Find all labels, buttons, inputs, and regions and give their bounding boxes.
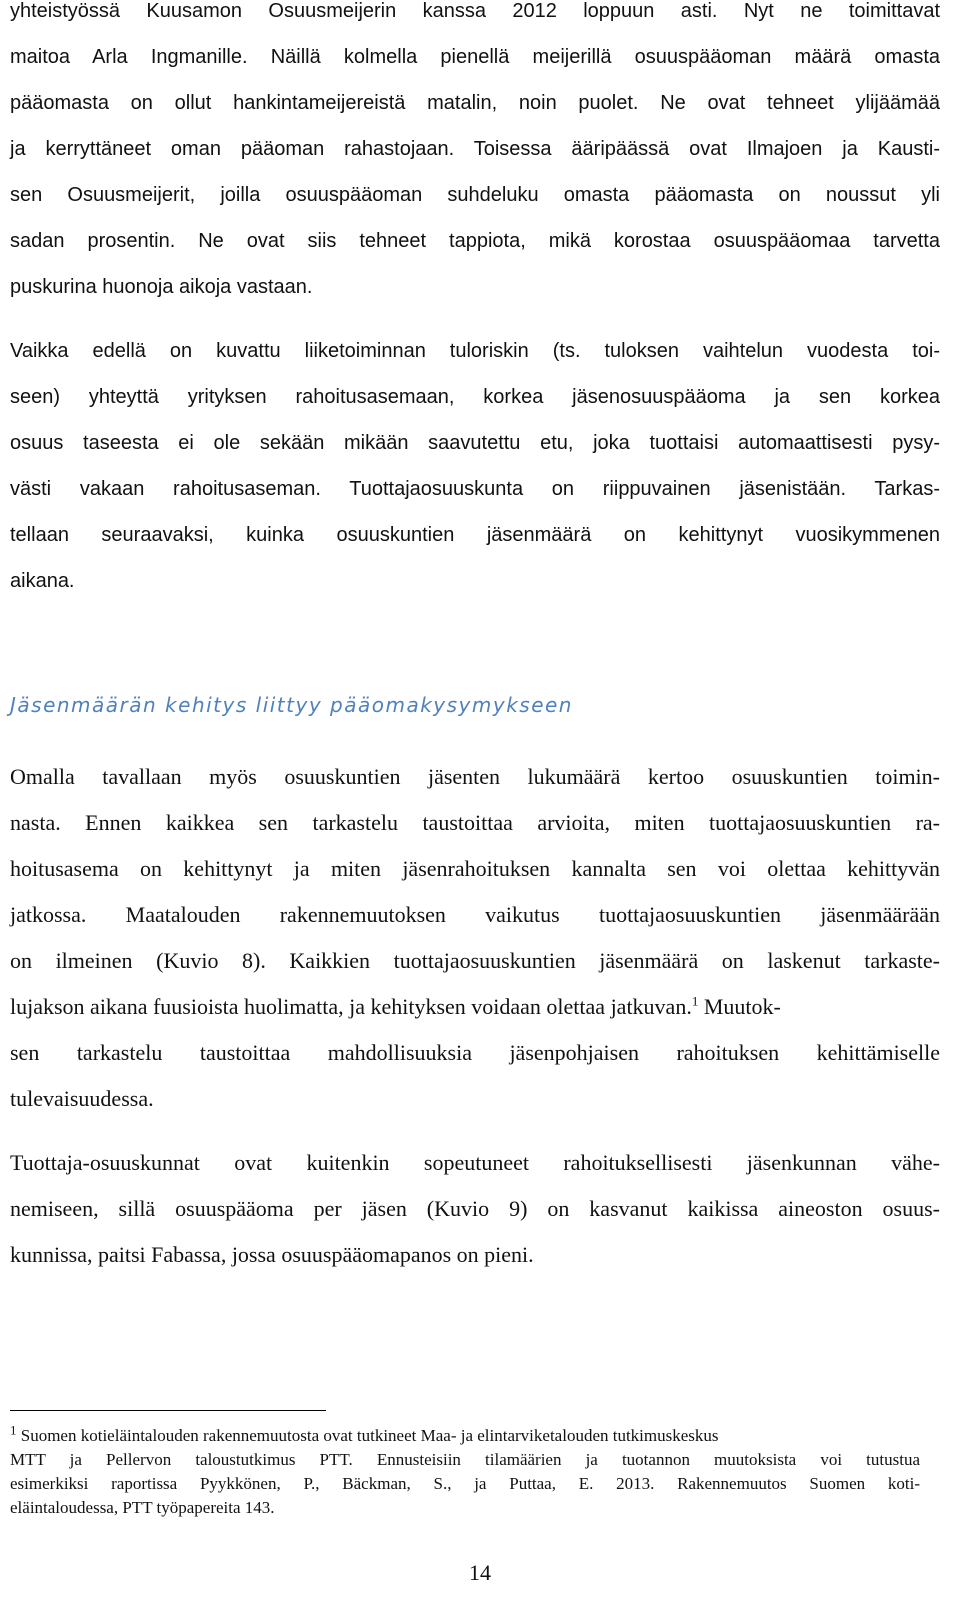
footnote-divider	[10, 1410, 326, 1411]
para1-line-3: pääomasta on ollut hankintameijereistä matalin, noin puolet. Ne ovat tehneet ylijäämää	[10, 92, 940, 114]
para4-line-2: nemiseen, sillä osuuspääoma per jäsen (Kuvio 9) on kasvanut kaikissa aineoston osuus-	[10, 1196, 940, 1221]
para2-line-3: osuus taseesta ei ole sekään mikään saavutettu etu, joka tuottaisi automaattisesti pysy-	[10, 432, 940, 454]
para4-line-1: Tuottaja-osuuskunnat ovat kuitenkin sopeutuneet rahoituksellisesti jäsenkunnan vähe-	[10, 1150, 940, 1175]
para1-line-5: sen Osuusmeijerit, joilla osuuspääoman suhdeluku omasta pääomasta on noussut yli	[10, 184, 940, 206]
para1-line-6: sadan prosentin. Ne ovat siis tehneet tappiota, mikä korostaa osuuspääomaa tarvetta	[10, 230, 940, 252]
para2-line-6: aikana.	[10, 570, 75, 592]
para3-line-8: tulevaisuudessa.	[10, 1086, 154, 1111]
para1-line-2: maitoa Arla Ingmanille. Näillä kolmella pienellä meijerillä osuuspääoman määrä omasta	[10, 46, 940, 68]
para2-line-5: tellaan seuraavaksi, kuinka osuuskuntien jäsenmäärä on kehittynyt vuosikymmenen	[10, 524, 940, 546]
para3-line-6	[10, 992, 940, 1022]
para3-line-3: hoitusasema on kehittynyt ja miten jäsenrahoituksen kannalta sen voi olettaa kehittyvän	[10, 856, 940, 881]
para1-line-4: ja kerryttäneet oman pääoman rahastojaan. Toisessa ääripäässä ovat Ilmajoen ja Kausti-	[10, 138, 940, 160]
footnote-number: 1	[10, 1422, 17, 1438]
para3-line-2: nasta. Ennen kaikkea sen tarkastelu taustoittaa arvioita, miten tuottajaosuuskuntien ra-	[10, 810, 940, 835]
para2-line-4: västi vakaan rahoitusaseman. Tuottajaosuuskunta on riippuvainen jäsenistään. Tarkas-	[10, 478, 940, 500]
para1-line-1: yhteistyössä Kuusamon Osuusmeijerin kanssa 2012 loppuun asti. Nyt ne toimittavat	[10, 0, 940, 22]
page-number: 14	[469, 1560, 491, 1585]
footnote-line-1	[10, 1424, 920, 1448]
footnote-line-4: eläintaloudessa, PTT työpapereita 143.	[10, 1498, 275, 1517]
para1-line-7: puskurina huonoja aikoja vastaan.	[10, 276, 313, 298]
footnote-line-3: esimerkiksi raportissa Pyykkönen, P., Bäckman, S., ja Puttaa, E. 2013. Rakennemuutos Suomen koti-	[10, 1474, 920, 1493]
section-heading: Jäsenmäärän kehitys liittyy pääomakysymykseen	[10, 693, 573, 717]
footnote-line-1-text: Suomen kotieläintalouden rakennemuutosta ovat tutkineet Maa- ja elintarviketalouden tutkimuskeskus	[16, 1426, 719, 1445]
footnote-line-2: MTT ja Pellervon taloustutkimus PTT. Ennusteisiin tilamäärien ja tuotannon muutoksista voi tutustua	[10, 1450, 920, 1469]
para3-line-6-text: lujakson aikana fuusioista huolimatta, ja kehityksen voidaan olettaa jatkuvan.	[10, 994, 692, 1019]
para3-line-4: jatkossa. Maatalouden rakennemuutoksen vaikutus tuottajaosuuskuntien jäsenmäärään	[10, 902, 940, 927]
footnote-reference[interactable]: 1	[691, 993, 699, 1009]
para4-line-3: kunnissa, paitsi Fabassa, jossa osuuspääomapanos on pieni.	[10, 1242, 534, 1267]
para2-line-1: Vaikka edellä on kuvattu liiketoiminnan tuloriskin (ts. tuloksen vaihtelun vuodesta toi-	[10, 340, 940, 362]
para3-line-7: sen tarkastelu taustoittaa mahdollisuuksia jäsenpohjaisen rahoituksen kehittämiselle	[10, 1040, 940, 1065]
para2-line-2: seen) yhteyttä yrityksen rahoitusasemaan, korkea jäsenosuuspääoma ja sen korkea	[10, 386, 940, 408]
para3-line-6-end: Muutok-	[698, 994, 781, 1019]
para3-line-1: Omalla tavallaan myös osuuskuntien jäsenten lukumäärä kertoo osuuskuntien toimin-	[10, 764, 940, 789]
para3-line-5: on ilmeinen (Kuvio 8). Kaikkien tuottajaosuuskuntien jäsenmäärä on laskenut tarkaste-	[10, 948, 940, 973]
